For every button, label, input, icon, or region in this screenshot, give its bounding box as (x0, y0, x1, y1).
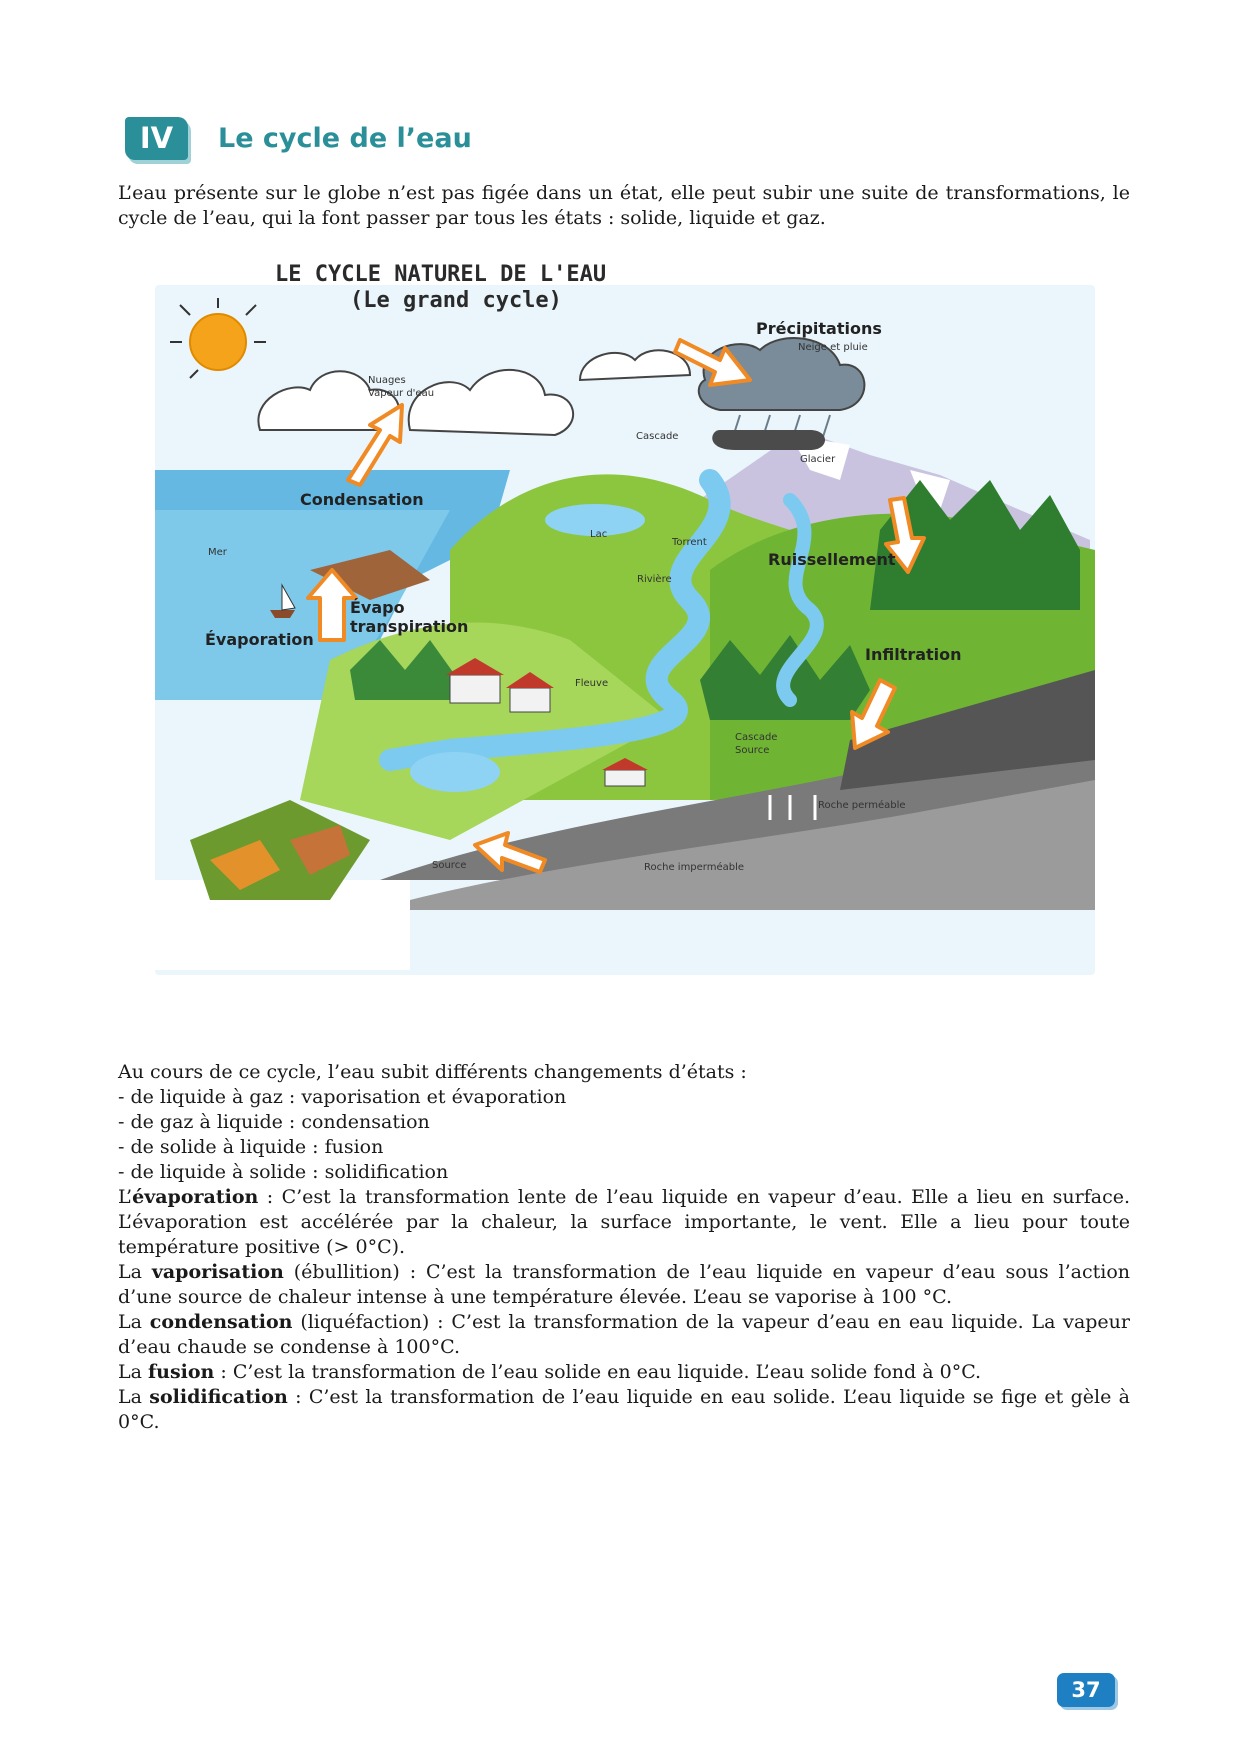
section-title: Le cycle de l’eau (218, 123, 472, 154)
term: condensation (149, 1311, 293, 1333)
label-torrent: Torrent (672, 537, 707, 548)
label-condensation: Condensation (300, 490, 424, 509)
label-fleuve: Fleuve (575, 678, 609, 689)
page-number: 37 (1057, 1673, 1115, 1707)
change-item: - de liquide à solide : solidification (118, 1161, 449, 1183)
label-lac: Lac (590, 529, 608, 540)
section-number-badge: IV (125, 117, 188, 160)
definition-fusion: La fusion : C’est la transformation de l’eau solide en eau liquide. L’eau solide fond à 0°C. (118, 1361, 982, 1383)
label-source-bottom: Source (735, 745, 770, 756)
label-evapo: Évapo (350, 598, 405, 617)
diagram-title-line1: LE CYCLE NATUREL DE L'EAU (275, 262, 607, 287)
definition-evaporation: L’évaporation : C’est la transformation lente de l’eau liquide en vapeur d’eau. Elle a lieu en surface. L’évaporation est accélérée par la chaleur, la surface importante, le vent. Elle a lieu pour toute température positive (> 0°C). (118, 1186, 1130, 1258)
label-riviere: Rivière (637, 574, 672, 585)
term: solidification (149, 1386, 288, 1408)
section-header (125, 113, 725, 169)
change-item: - de gaz à liquide : condensation (118, 1111, 430, 1133)
water-cycle-diagram (150, 262, 1100, 1000)
label-nuages: Nuages (368, 375, 406, 386)
definition-solidification: La solidification : C’est la transformation de l’eau liquide en eau solide. L’eau liquide se fige et gèle à 0°C. (118, 1386, 1131, 1433)
label-glacier: Glacier (800, 454, 836, 465)
change-item: - de liquide à gaz : vaporisation et évaporation (118, 1086, 567, 1108)
label-vapeur: Vapeur d'eau (368, 388, 435, 399)
label-source: Source (432, 860, 467, 871)
label-cascade-top: Cascade (636, 431, 679, 442)
intro-paragraph: L’eau présente sur le globe n’est pas figée dans un état, elle peut subir une suite de transformations, le cycle de l’eau, qui la font passer par tous les états : solide, liquide et gaz. (118, 182, 1130, 229)
label-transpiration: transpiration (350, 617, 469, 636)
label-mer: Mer (208, 547, 227, 558)
label-roche-permeable: Roche perméable (818, 800, 906, 811)
definition-vaporisation: La vaporisation (ébullition) : C’est la transformation de l’eau liquide en vapeur d’eau sous l’action d’une source de chaleur intense à une température élevée. L’eau se vaporise à 100 °C. (118, 1261, 1130, 1308)
label-precipitations: Précipitations (756, 319, 882, 338)
change-item: - de solide à liquide : fusion (118, 1136, 384, 1158)
diagram-title-line2: (Le grand cycle) (350, 288, 562, 313)
label-evaporation: Évaporation (205, 630, 314, 649)
label-cascade-bottom: Cascade (735, 732, 778, 743)
changes-intro: Au cours de ce cycle, l’eau subit différents changements d’états : (118, 1061, 747, 1083)
label-precipitations-sub: Neige et pluie (798, 342, 868, 353)
label-ruissellement: Ruissellement (768, 550, 896, 569)
term: fusion (147, 1361, 215, 1383)
term: vaporisation (151, 1261, 284, 1283)
label-roche-impermeable: Roche imperméable (644, 862, 745, 873)
label-infiltration: Infiltration (865, 645, 962, 664)
body-text (118, 1060, 1130, 1435)
term: évaporation (132, 1186, 259, 1208)
definition-condensation: La condensation (liquéfaction) : C’est la transformation de la vapeur d’eau en eau liquide. La vapeur d’eau chaude se condense à 100°C. (118, 1311, 1130, 1358)
